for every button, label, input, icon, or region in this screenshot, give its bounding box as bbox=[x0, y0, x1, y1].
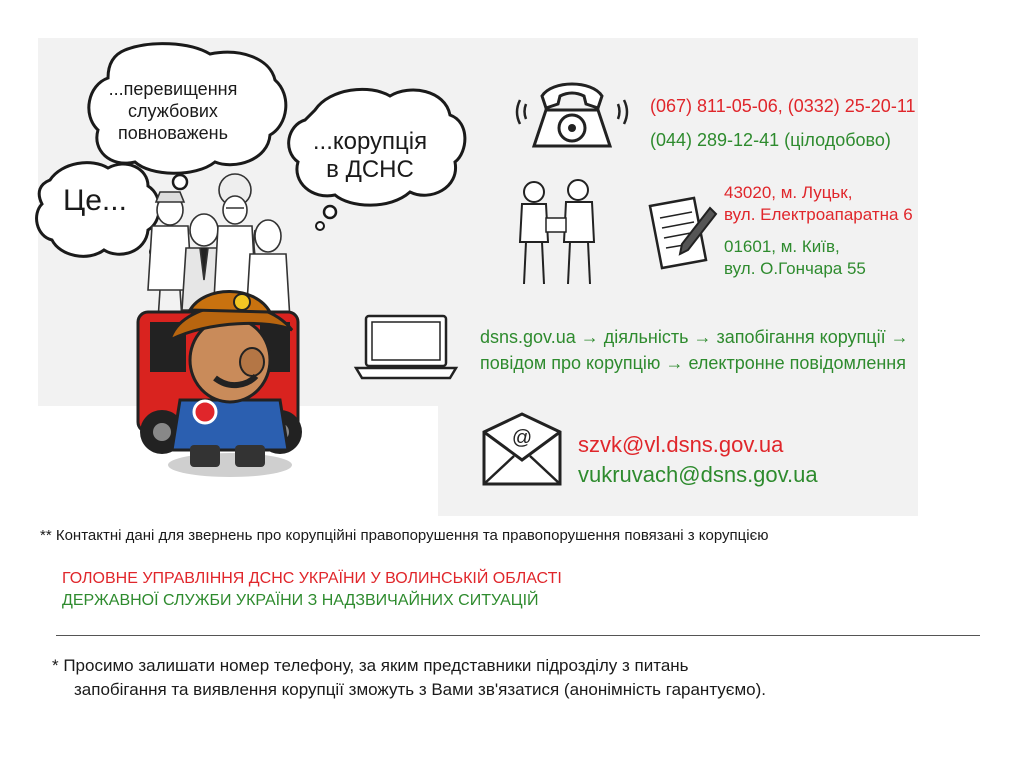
email-red[interactable]: szvk@vl.dsns.gov.ua bbox=[578, 432, 784, 457]
path-arrow-1: → bbox=[580, 327, 599, 347]
website-path-row2 bbox=[480, 353, 906, 374]
org-line1: ГОЛОВНЕ УПРАВЛІННЯ ДСНС УКРАЇНИ У ВОЛИНСЬКІЙ ОБЛАСТІ bbox=[62, 570, 562, 587]
address-kyiv-line1: 01601, м. Київ, bbox=[724, 237, 840, 256]
path-step-electronic[interactable]: електронне повідомлення bbox=[688, 353, 906, 373]
at-symbol: @ bbox=[511, 427, 533, 449]
phone-green: (044) 289-12-41 (цілодобово) bbox=[650, 130, 891, 150]
phone-red: (067) 811-05-06, (0332) 25-20-11 bbox=[650, 96, 916, 116]
website-path-row1 bbox=[480, 327, 909, 348]
path-step-prevention[interactable]: запобігання корупції bbox=[716, 327, 886, 347]
handshake-people-icon bbox=[512, 178, 602, 288]
divider bbox=[56, 635, 980, 636]
bubble-corruption-line2: в ДСНС bbox=[326, 156, 414, 183]
telephone-icon bbox=[512, 74, 632, 154]
bubble-abuse-text bbox=[88, 78, 258, 144]
bubble-corruption-line1: ...корупція bbox=[312, 128, 428, 155]
email-green[interactable]: vukruvach@dsns.gov.ua bbox=[578, 462, 818, 487]
path-arrow-3: → bbox=[890, 327, 909, 347]
bubble-abuse-line2: службових bbox=[128, 101, 218, 121]
request-line1: * Просимо залишати номер телефону, за яким представники підрозділу з питань bbox=[52, 656, 689, 675]
path-arrow-4: → bbox=[665, 353, 684, 373]
address-lutsk bbox=[724, 182, 913, 226]
document-pen-icon bbox=[640, 194, 720, 274]
org-line2: ДЕРЖАВНОЇ СЛУЖБИ УКРАЇНИ З НАДЗВИЧАЙНИХ СИТУАЦІЙ bbox=[62, 592, 539, 609]
address-kyiv-line2: вул. О.Гончара 55 bbox=[724, 259, 866, 278]
path-step-site[interactable]: dsns.gov.ua bbox=[480, 327, 576, 347]
path-arrow-2: → bbox=[693, 327, 712, 347]
bubble-this-text: Це... bbox=[63, 184, 127, 217]
bubble-corruption-text bbox=[290, 128, 450, 184]
bubble-abuse-line1: ...перевищення bbox=[108, 79, 238, 99]
laptop-icon bbox=[352, 312, 462, 384]
path-step-activity[interactable]: діяльність bbox=[603, 327, 689, 347]
path-step-report[interactable]: повідом про корупцію bbox=[480, 353, 661, 373]
envelope-icon bbox=[480, 410, 570, 490]
address-lutsk-line1: 43020, м. Луцьк, bbox=[724, 183, 853, 202]
footnote: ** Контактні дані для звернень про корупційні правопорушення та правопорушення повязані з корупцією bbox=[40, 527, 769, 544]
bubble-abuse-line3: повноважень bbox=[117, 123, 228, 143]
address-lutsk-line2: вул. Електроапаратна 6 bbox=[724, 205, 913, 224]
request-line2: запобігання та виявлення корупції зможуть з Вами зв'язатися (анонімність гарантуємо). bbox=[74, 680, 767, 699]
address-kyiv bbox=[724, 236, 866, 280]
